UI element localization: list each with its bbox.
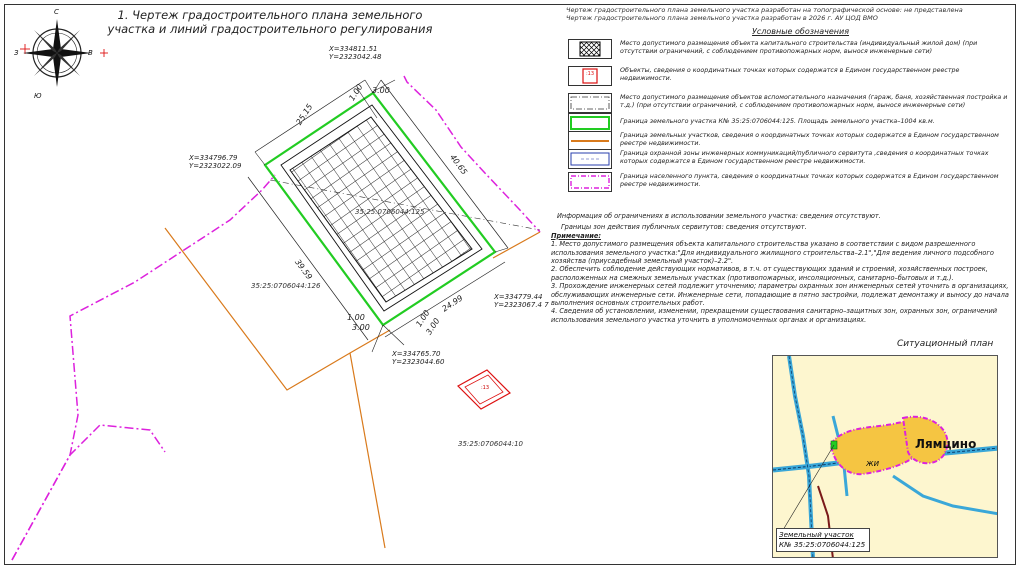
legend-text: Место допустимого размещения объекта капитального строительства (индивидуальный жилой дом) (при отсутствии ограничений, с соблюдением противопожарных норм, вынося инженерные сети) [620,40,978,55]
coord-top-y: Y=2323042.48 [329,53,382,61]
cadastral-bottom: 35:25:0706044:10 [458,440,523,448]
note-2: 2. Обеспечить соблюдение действующих нормативов, в т.ч. от существующих зданий и строений, хозяйственных построек, расположенных на смежных земельных участках (противопожарных, инсоляционных, санитарно–бытовых и т.д.). [551,265,988,282]
note-1: 1. Место допустимого размещения объекта капитального строительства указано в соответствии с видом разрешенного использования земельного участка:"Для индивидуального жилищного строительства–2.1","Для ведения личного подсобного хозяйства (приусадебный земельный участок)–2.2". [551,240,994,266]
coord-right-y: Y=2323067.4 7 [494,301,549,309]
dim-top-side: 25.15 [294,102,315,127]
dim-setback-3c: 3.00 [424,316,442,337]
note-3: 3. Прохождение инженерных сетей подлежит уточнению; параметры охранных зон инженерных сетей уточнить в организациях, обслуживающих инженерные сети. Инженерные сети, попадающие в пятно застройки, подлежат демонтажу и выносу до начала выполнения основных строительных работ. [551,282,1009,308]
zone-abbr: жи [866,459,880,469]
legend-text: Граница охранной зоны инженерных коммуникаций/публичного сервитута ,сведения о координатных точках которых содержатся в Едином государственном реестре недвижимости. [620,150,989,165]
coord-bottom-x: X=334765.70 [392,350,441,358]
coord-left-x: X=334796.79 [189,154,238,162]
dim-setback-3b: 3.00 [352,323,370,332]
legend-text: Объекты, сведения о координатных точках которых содержатся в Едином государственном реестре недвижимости. [620,67,960,82]
info-servitudes: Границы зон действия публичных сервитутов: сведения отсутствуют. [561,223,807,232]
dim-setback-1c: 1.00 [414,308,432,329]
dim-setback-1a: 1.00 [347,82,365,103]
coord-bottom-y: Y=2323044.60 [392,358,445,366]
compass-west: З [14,49,19,57]
dim-setback-1b: 1.00 [347,313,365,322]
info-restrictions: Информация об ограничениях в использовании земельного участка: сведения отсутствуют. [557,212,881,220]
place-name: Лямцино [915,437,977,451]
note-4: 4. Сведения об установлении, изменении, прекращении существования санитарно–защитных зон, охранных зон, ограничений использования земельного участка уточнить в уполномоченных органах и организациях. [551,307,998,324]
notes-title: Примечание: [551,231,601,240]
coord-top-x: X=334811.51 [329,45,378,53]
cadastral-left: 35:25:0706044:126 [251,282,321,290]
situational-parcel-label-line1: Земельный участок [779,530,854,539]
dim-left-side: 39.59 [292,257,314,282]
compass-north: С [54,8,59,16]
header-note: Чертеж градостроительного плана земельного участка разработан на топографической основе: не представлена Чертеж градостроительного плана земельного участка разработан в 2026 г. АУ ЦОД ВМО [566,6,963,22]
sheet-frame [4,4,1016,565]
legend-text: Граница населенного пункта, сведения о координатных точках которых содержатся в Едином государственном реестре недвижимости. [620,173,999,188]
cadastral-center: 35:25:0706044:125 [355,208,425,216]
drawing-title-line2: участка и линий градостроительного регулирования [107,22,433,36]
drawing-title-line1: 1. Чертеж градостроительного плана земельного [117,8,423,22]
situational-parcel-label-line2: К№ 35:25:0706044:125 [779,540,866,549]
legend-text: Граница земельного участка К№ 35:25:0706044:125. Площадь земельного участка–1004 кв.м. [620,118,935,125]
coord-right-x: X=334779.44 [494,293,543,301]
marker-13: :13 [481,385,490,391]
legend-title: Условные обозначения [752,27,850,36]
dim-right-side: 40.65 [447,152,469,177]
dim-setback-3a: 3.00 [372,86,390,95]
situational-plan-title: Ситуационный план [897,339,994,349]
legend-text: Граница земельных участков, сведения о координатных точках которых содержатся в Едином государственном реестре недвижимости. [620,132,999,147]
compass-south: Ю [34,92,42,100]
dim-bottom-side: 24.99 [440,293,465,314]
legend-marker-label: :13 [586,71,595,77]
compass-east: В [88,49,93,57]
coord-left-y: Y=2323022.09 [189,162,242,170]
legend-text: Место допустимого размещения объектов вспомогательного назначения (гараж, баня, хозяйственная постройка и т.д.) (при отсутствии ограничений, с соблюдением противопожарных норм, вынося инженерные сети) [620,94,1008,109]
